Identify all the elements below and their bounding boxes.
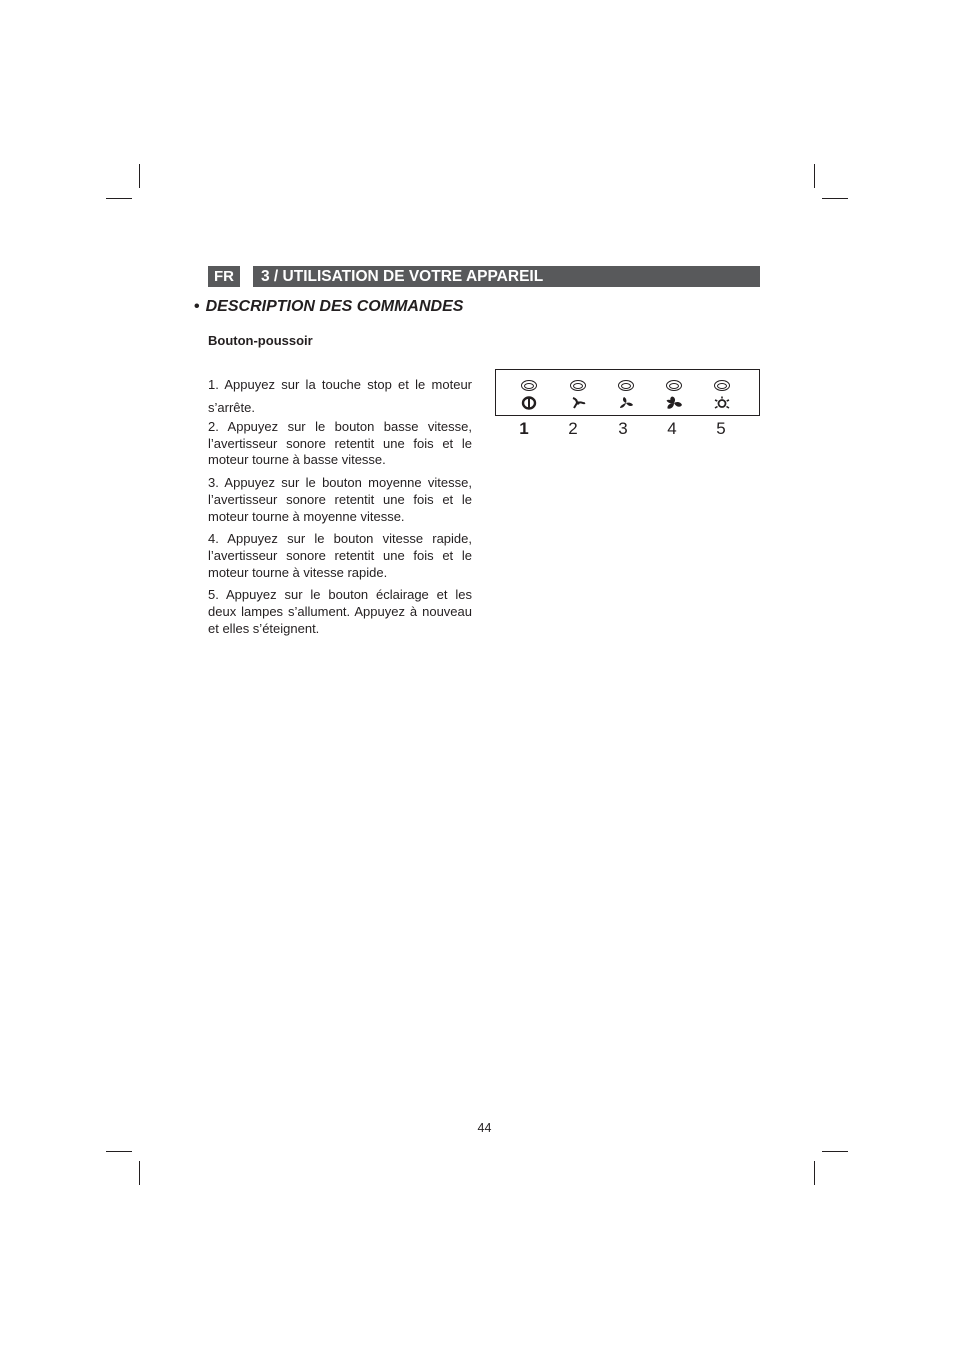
light-button[interactable] xyxy=(702,370,742,414)
instruction-item: 1. Appuyez sur la touche stop et le moteur s’arrête. xyxy=(208,377,472,415)
fan-low-icon xyxy=(569,396,587,410)
power-icon xyxy=(520,396,538,410)
stop-button[interactable] xyxy=(509,370,549,414)
fan-high-icon xyxy=(665,396,683,410)
indicator-led xyxy=(521,380,537,391)
crop-mark xyxy=(814,164,815,188)
button-number: 1 xyxy=(519,419,529,438)
fan-medium-icon xyxy=(617,396,635,410)
control-panel xyxy=(495,369,760,416)
instruction-item: 3. Appuyez sur le bouton moyenne vitesse, l’avertisseur sonore retentit une fois et le moteur tourne à moyenne vitesse. xyxy=(208,475,472,524)
crop-mark xyxy=(139,164,140,188)
button-number: 4 xyxy=(667,419,677,438)
button-number: 2 xyxy=(568,419,578,438)
crop-mark xyxy=(822,1151,848,1152)
section-heading xyxy=(194,298,463,316)
crop-mark xyxy=(814,1161,815,1185)
subheading: Bouton-poussoir xyxy=(208,333,313,348)
crop-mark xyxy=(106,198,132,199)
indicator-led xyxy=(666,380,682,391)
crop-mark xyxy=(822,198,848,199)
language-badge: FR xyxy=(208,266,240,287)
page-number: 44 xyxy=(477,1121,492,1135)
instruction-list xyxy=(208,373,472,643)
high-speed-button[interactable] xyxy=(654,370,694,414)
indicator-led xyxy=(618,380,634,391)
low-speed-button[interactable] xyxy=(558,370,598,414)
heading-title: DESCRIPTION DES COMMANDES xyxy=(205,298,464,315)
instruction-item: 5. Appuyez sur le bouton éclairage et les deux lampes s’allument. Appuyez à nouveau et elles s’éteignent. xyxy=(208,587,472,636)
indicator-led xyxy=(714,380,730,391)
instruction-item: 2. Appuyez sur le bouton basse vitesse, l’avertisseur sonore retentit une fois et le moteur tourne à basse vitesse. xyxy=(208,419,472,468)
light-icon xyxy=(713,396,731,410)
section-title-bar: 3 / UTILISATION DE VOTRE APPAREIL xyxy=(253,266,760,287)
instruction-item: 4. Appuyez sur le bouton vitesse rapide, l’avertisseur sonore retentit une fois et le moteur tourne à vitesse rapide. xyxy=(208,531,472,580)
button-number: 3 xyxy=(618,419,628,438)
crop-mark xyxy=(139,1161,140,1185)
bullet: • xyxy=(194,298,200,315)
button-number: 5 xyxy=(716,419,726,438)
crop-mark xyxy=(106,1151,132,1152)
medium-speed-button[interactable] xyxy=(606,370,646,414)
indicator-led xyxy=(570,380,586,391)
